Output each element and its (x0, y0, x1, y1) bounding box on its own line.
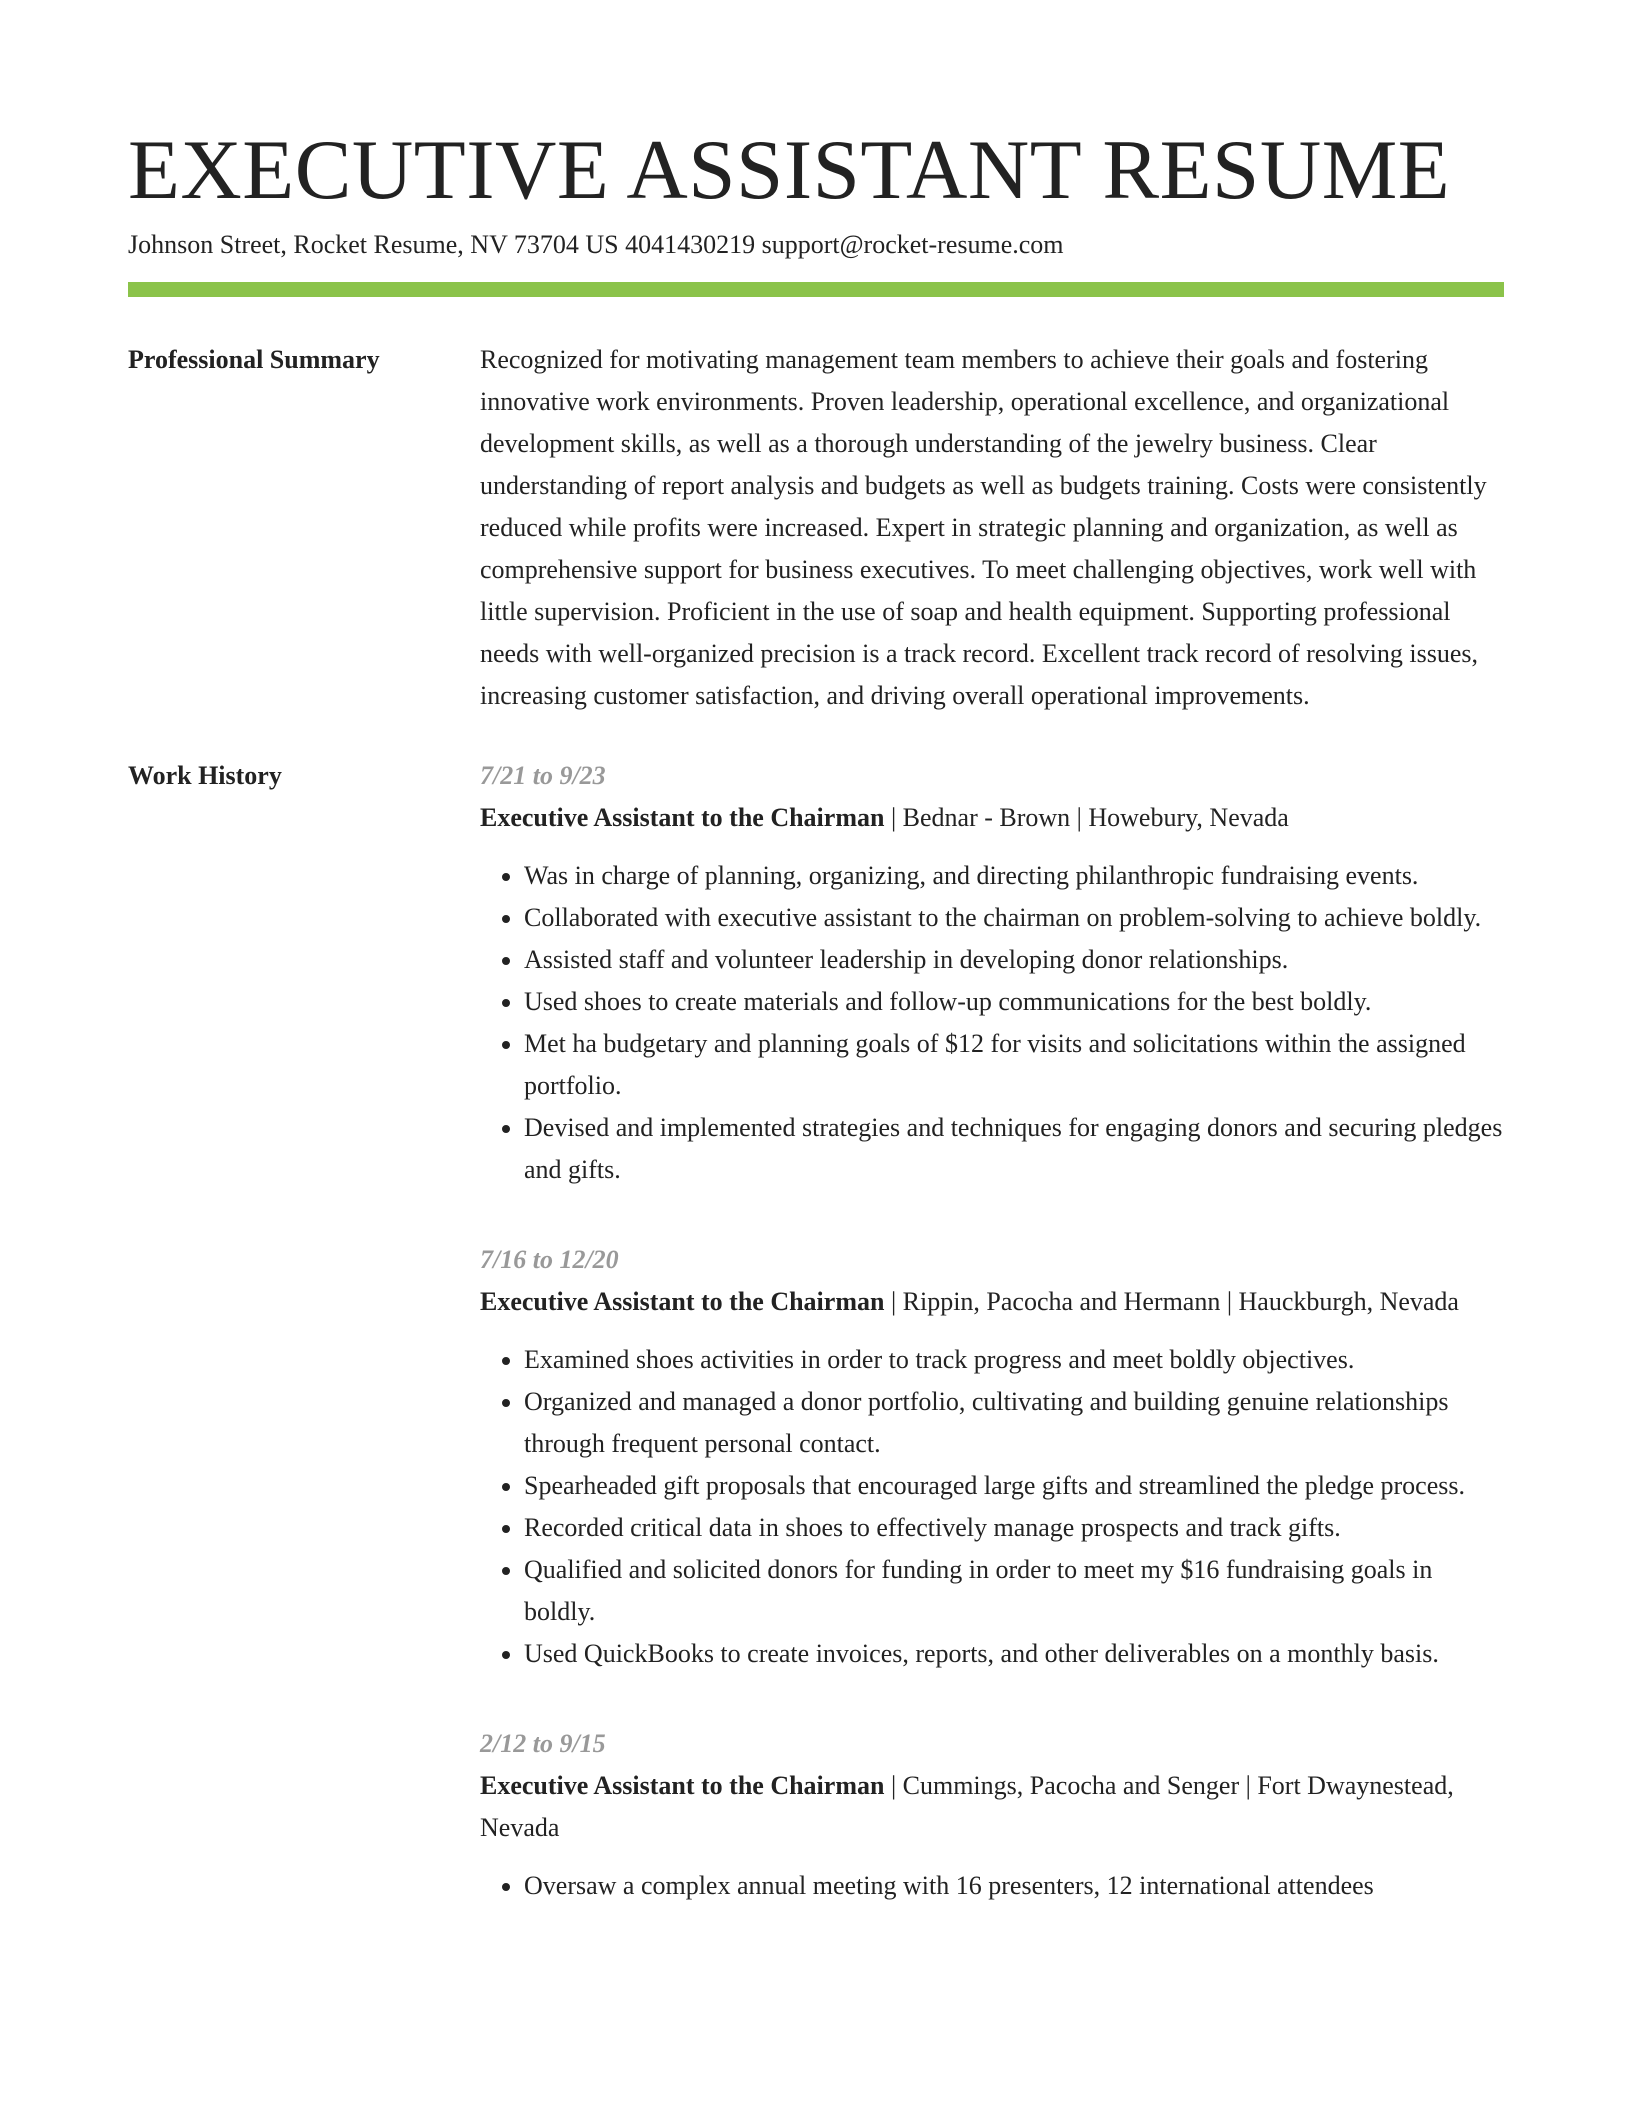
job-entry (480, 755, 1504, 1191)
job-bullet: • Recorded critical data in shoes to effectively manage prospects and track gifts. (524, 1507, 1504, 1549)
job-entry (480, 1723, 1504, 1907)
job-dates: 7/16 to 12/20 (480, 1245, 619, 1274)
job-bullet: • Was in charge of planning, organizing, and directing philanthropic fundraising events. (524, 855, 1504, 897)
professional-summary-section (128, 345, 1504, 717)
contact-line: Johnson Street, Rocket Resume, NV 73704 US 4041430219 support@rocket-resume.com (128, 230, 1064, 259)
job-bullets (480, 1865, 1504, 1907)
summary-body (480, 339, 1504, 717)
resume-title: EXECUTIVE ASSISTANT RESUME (128, 123, 1451, 217)
job-bullet: • Examined shoes activities in order to track progress and meet boldly objectives. (524, 1339, 1504, 1381)
job-dates: 2/12 to 9/15 (480, 1729, 606, 1758)
accent-divider (128, 282, 1504, 297)
work-history-body (480, 755, 1504, 1955)
summary-text: Recognized for motivating management team members to achieve their goals and fostering innovative work environments. Proven leadership, operational excellence, and organizational development skills, as well as a thorough understanding of the jewelry business. Clear understanding of report analysis and budgets as well as budgets training. Costs were consistently reduced while profits were increased. Expert in strategic planning and organization, as well as comprehensive support for business executives. To meet challenging objectives, work well with little supervision. Proficient in the use of soap and health equipment. Supporting professional needs with well-organized precision is a track record. Excellent track record of resolving issues, increasing customer satisfaction, and driving overall operational improvements. (480, 345, 1487, 710)
job-title: Executive Assistant to the Chairman (480, 803, 885, 832)
job-bullet: • Collaborated with executive assistant to the chairman on problem-solving to achieve boldly. (524, 897, 1504, 939)
job-details: | Cummings, Pacocha and Senger | Fort Dwaynestead, Nevada (480, 1771, 1454, 1842)
job-title: Executive Assistant to the Chairman (480, 1287, 885, 1316)
job-bullet: • Devised and implemented strategies and techniques for engaging donors and securing pledges and gifts. (524, 1107, 1504, 1191)
job-heading (480, 797, 1504, 839)
job-bullet: • Used QuickBooks to create invoices, reports, and other deliverables on a monthly basis. (524, 1633, 1504, 1675)
job-bullet: • Used shoes to create materials and follow-up communications for the best boldly. (524, 981, 1504, 1023)
job-heading (480, 1281, 1504, 1323)
job-bullets (480, 855, 1504, 1191)
work-history-section (128, 761, 1504, 1955)
job-title: Executive Assistant to the Chairman (480, 1771, 885, 1800)
resume-page (128, 0, 1504, 1955)
job-bullet: • Qualified and solicited donors for funding in order to meet my $16 fundraising goals in boldly. (524, 1549, 1504, 1633)
job-dates: 7/21 to 9/23 (480, 761, 606, 790)
job-bullet: • Assisted staff and volunteer leadership in developing donor relationships. (524, 939, 1504, 981)
section-label-work-history: Work History (128, 761, 282, 790)
job-bullets (480, 1339, 1504, 1675)
job-details: | Rippin, Pacocha and Hermann | Hauckburgh, Nevada (884, 1287, 1459, 1316)
section-label-professional-summary: Professional Summary (128, 345, 380, 374)
job-bullet: • Spearheaded gift proposals that encouraged large gifts and streamlined the pledge process. (524, 1465, 1504, 1507)
job-bullet: • Organized and managed a donor portfolio, cultivating and building genuine relationships through frequent personal contact. (524, 1381, 1504, 1465)
job-heading (480, 1765, 1504, 1849)
job-details: | Bednar - Brown | Howebury, Nevada (884, 803, 1289, 832)
job-entry (480, 1239, 1504, 1675)
job-bullet: • Oversaw a complex annual meeting with 16 presenters, 12 international attendees (524, 1865, 1504, 1907)
job-bullet: • Met ha budgetary and planning goals of $12 for visits and solicitations within the assigned portfolio. (524, 1023, 1504, 1107)
